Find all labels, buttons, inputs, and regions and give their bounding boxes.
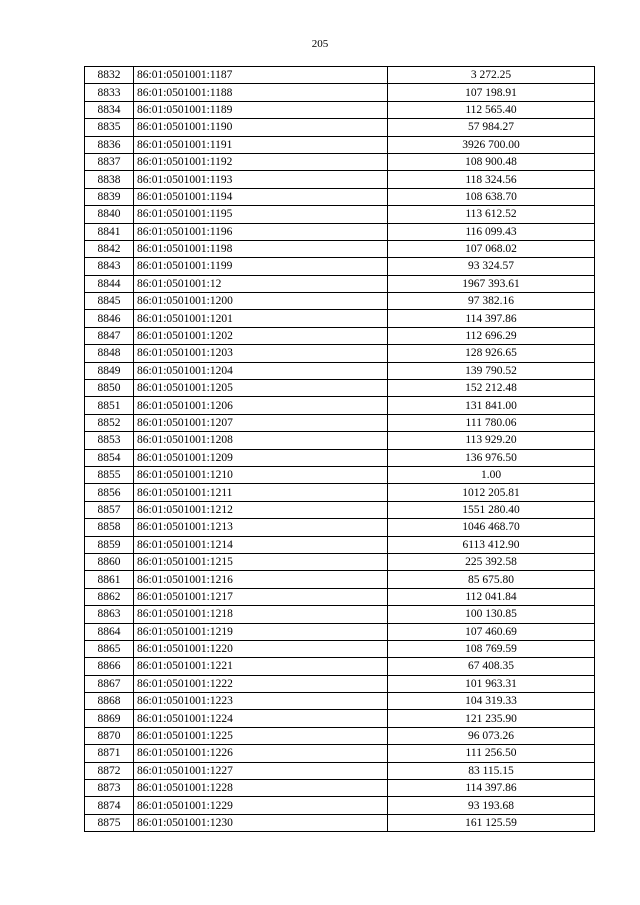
row-number-cell: 8840: [85, 206, 134, 223]
table-row: [85, 119, 595, 136]
cadastral-value-cell: 93 193.68: [388, 797, 595, 814]
cadastral-value-cell: 161 125.59: [388, 814, 595, 831]
cadastral-number-cell: 86:01:0501001:1230: [134, 814, 388, 831]
page-number: 205: [311, 38, 329, 50]
cadastral-number-cell: 86:01:0501001:1209: [134, 449, 388, 466]
row-number-cell: 8862: [85, 588, 134, 605]
row-number-cell: 8841: [85, 223, 134, 240]
table-row: [85, 466, 595, 483]
row-number-cell: 8832: [85, 67, 134, 84]
table-row: [85, 745, 595, 762]
cadastral-value-cell: 1012 205.81: [388, 484, 595, 501]
cadastral-number-cell: 86:01:0501001:1188: [134, 84, 388, 101]
cadastral-number-cell: 86:01:0501001:1196: [134, 223, 388, 240]
cadastral-value-cell: 85 675.80: [388, 571, 595, 588]
table-row: [85, 101, 595, 118]
cadastral-number-cell: 86:01:0501001:1192: [134, 153, 388, 170]
cadastral-value-cell: 114 397.86: [388, 780, 595, 797]
cadastral-value-cell: 3 272.25: [388, 67, 595, 84]
cadastral-value-cell: 1967 393.61: [388, 275, 595, 292]
table-row: [85, 240, 595, 257]
row-number-cell: 8839: [85, 188, 134, 205]
row-number-cell: 8857: [85, 501, 134, 518]
cadastral-number-cell: 86:01:0501001:1212: [134, 501, 388, 518]
cadastral-value-cell: 57 984.27: [388, 119, 595, 136]
table-row: [85, 797, 595, 814]
cadastral-value-cell: 112 565.40: [388, 101, 595, 118]
table-row: [85, 275, 595, 292]
table-row: [85, 606, 595, 623]
cadastral-number-cell: 86:01:0501001:1193: [134, 171, 388, 188]
row-number-cell: 8868: [85, 693, 134, 710]
row-number-cell: 8838: [85, 171, 134, 188]
table-row: [85, 293, 595, 310]
cadastral-number-cell: 86:01:0501001:1191: [134, 136, 388, 153]
row-number-cell: 8852: [85, 414, 134, 431]
table-row: [85, 188, 595, 205]
cadastral-value-cell: 112 696.29: [388, 327, 595, 344]
row-number-cell: 8861: [85, 571, 134, 588]
cadastral-number-cell: 86:01:0501001:1219: [134, 623, 388, 640]
cadastral-value-cell: 108 769.59: [388, 640, 595, 657]
table-row: [85, 571, 595, 588]
row-number-cell: 8843: [85, 258, 134, 275]
cadastral-value-cell: 101 963.31: [388, 675, 595, 692]
table-row: [85, 206, 595, 223]
row-number-cell: 8833: [85, 84, 134, 101]
cadastral-number-cell: 86:01:0501001:1216: [134, 571, 388, 588]
cadastral-number-cell: 86:01:0501001:1224: [134, 710, 388, 727]
cadastral-number-cell: 86:01:0501001:1190: [134, 119, 388, 136]
table-row: [85, 588, 595, 605]
cadastral-number-cell: 86:01:0501001:1194: [134, 188, 388, 205]
cadastral-number-cell: 86:01:0501001:1218: [134, 606, 388, 623]
row-number-cell: 8848: [85, 345, 134, 362]
table-row: [85, 727, 595, 744]
cadastral-value-cell: 152 212.48: [388, 380, 595, 397]
cadastral-value-cell: 116 099.43: [388, 223, 595, 240]
table-row: [85, 658, 595, 675]
row-number-cell: 8836: [85, 136, 134, 153]
cadastral-number-cell: 86:01:0501001:1210: [134, 466, 388, 483]
cadastral-value-cell: 96 073.26: [388, 727, 595, 744]
cadastral-number-cell: 86:01:0501001:1208: [134, 432, 388, 449]
row-number-cell: 8847: [85, 327, 134, 344]
row-number-cell: 8859: [85, 536, 134, 553]
table-row: [85, 536, 595, 553]
cadastral-value-cell: 113 929.20: [388, 432, 595, 449]
cadastral-number-cell: 86:01:0501001:1206: [134, 397, 388, 414]
cadastral-value-cell: 121 235.90: [388, 710, 595, 727]
table-row: [85, 814, 595, 831]
row-number-cell: 8864: [85, 623, 134, 640]
row-number-cell: 8834: [85, 101, 134, 118]
row-number-cell: 8873: [85, 780, 134, 797]
row-number-cell: 8853: [85, 432, 134, 449]
cadastral-value-cell: 1551 280.40: [388, 501, 595, 518]
cadastral-value-cell: 136 976.50: [388, 449, 595, 466]
cadastral-number-cell: 86:01:0501001:1195: [134, 206, 388, 223]
row-number-cell: 8850: [85, 380, 134, 397]
row-number-cell: 8875: [85, 814, 134, 831]
cadastral-number-cell: 86:01:0501001:1214: [134, 536, 388, 553]
cadastral-value-cell: 6113 412.90: [388, 536, 595, 553]
cadastral-number-cell: 86:01:0501001:1228: [134, 780, 388, 797]
cadastral-value-cell: 97 382.16: [388, 293, 595, 310]
row-number-cell: 8867: [85, 675, 134, 692]
cadastral-number-cell: 86:01:0501001:1229: [134, 797, 388, 814]
row-number-cell: 8856: [85, 484, 134, 501]
cadastral-number-cell: 86:01:0501001:1200: [134, 293, 388, 310]
cadastral-value-table: [84, 66, 595, 832]
cadastral-value-cell: 107 460.69: [388, 623, 595, 640]
table-row: [85, 397, 595, 414]
cadastral-number-cell: 86:01:0501001:1227: [134, 762, 388, 779]
table-row: [85, 345, 595, 362]
row-number-cell: 8855: [85, 466, 134, 483]
cadastral-value-cell: 83 115.15: [388, 762, 595, 779]
cadastral-value-cell: 139 790.52: [388, 362, 595, 379]
cadastral-value-cell: 108 638.70: [388, 188, 595, 205]
cadastral-number-cell: 86:01:0501001:1204: [134, 362, 388, 379]
table-row: [85, 380, 595, 397]
table-row: [85, 223, 595, 240]
cadastral-value-cell: 225 392.58: [388, 553, 595, 570]
row-number-cell: 8872: [85, 762, 134, 779]
cadastral-value-cell: 111 780.06: [388, 414, 595, 431]
table-row: [85, 67, 595, 84]
row-number-cell: 8854: [85, 449, 134, 466]
table-row: [85, 153, 595, 170]
cadastral-value-cell: 131 841.00: [388, 397, 595, 414]
table-row: [85, 484, 595, 501]
cadastral-number-cell: 86:01:0501001:1213: [134, 519, 388, 536]
cadastral-number-cell: 86:01:0501001:1199: [134, 258, 388, 275]
cadastral-value-cell: 1046 468.70: [388, 519, 595, 536]
cadastral-number-cell: 86:01:0501001:1221: [134, 658, 388, 675]
cadastral-value-cell: 111 256.50: [388, 745, 595, 762]
cadastral-value-cell: 118 324.56: [388, 171, 595, 188]
cadastral-number-cell: 86:01:0501001:1201: [134, 310, 388, 327]
table-row: [85, 623, 595, 640]
row-number-cell: 8874: [85, 797, 134, 814]
table-row: [85, 693, 595, 710]
row-number-cell: 8863: [85, 606, 134, 623]
table-body: [85, 67, 595, 832]
cadastral-number-cell: 86:01:0501001:1222: [134, 675, 388, 692]
row-number-cell: 8846: [85, 310, 134, 327]
cadastral-value-cell: 114 397.86: [388, 310, 595, 327]
table-row: [85, 310, 595, 327]
table-row: [85, 675, 595, 692]
cadastral-number-cell: 86:01:0501001:1203: [134, 345, 388, 362]
row-number-cell: 8866: [85, 658, 134, 675]
row-number-cell: 8870: [85, 727, 134, 744]
row-number-cell: 8844: [85, 275, 134, 292]
row-number-cell: 8860: [85, 553, 134, 570]
row-number-cell: 8865: [85, 640, 134, 657]
table-row: [85, 362, 595, 379]
cadastral-value-cell: 104 319.33: [388, 693, 595, 710]
row-number-cell: 8845: [85, 293, 134, 310]
cadastral-number-cell: 86:01:0501001:1189: [134, 101, 388, 118]
row-number-cell: 8849: [85, 362, 134, 379]
cadastral-number-cell: 86:01:0501001:1226: [134, 745, 388, 762]
cadastral-value-cell: 1.00: [388, 466, 595, 483]
cadastral-number-cell: 86:01:0501001:1220: [134, 640, 388, 657]
cadastral-value-cell: 100 130.85: [388, 606, 595, 623]
table-row: [85, 519, 595, 536]
row-number-cell: 8842: [85, 240, 134, 257]
cadastral-number-cell: 86:01:0501001:1205: [134, 380, 388, 397]
cadastral-number-cell: 86:01:0501001:1225: [134, 727, 388, 744]
cadastral-value-cell: 113 612.52: [388, 206, 595, 223]
cadastral-number-cell: 86:01:0501001:1215: [134, 553, 388, 570]
table-row: [85, 327, 595, 344]
table-row: [85, 710, 595, 727]
row-number-cell: 8869: [85, 710, 134, 727]
table-row: [85, 414, 595, 431]
cadastral-value-cell: 3926 700.00: [388, 136, 595, 153]
table-row: [85, 84, 595, 101]
row-number-cell: 8837: [85, 153, 134, 170]
cadastral-number-cell: 86:01:0501001:1223: [134, 693, 388, 710]
table-row: [85, 449, 595, 466]
row-number-cell: 8858: [85, 519, 134, 536]
cadastral-value-cell: 107 068.02: [388, 240, 595, 257]
cadastral-value-cell: 93 324.57: [388, 258, 595, 275]
cadastral-value-cell: 128 926.65: [388, 345, 595, 362]
cadastral-number-cell: 86:01:0501001:1211: [134, 484, 388, 501]
cadastral-number-cell: 86:01:0501001:1217: [134, 588, 388, 605]
row-number-cell: 8835: [85, 119, 134, 136]
table-row: [85, 780, 595, 797]
table-row: [85, 171, 595, 188]
table-row: [85, 762, 595, 779]
table-row: [85, 501, 595, 518]
cadastral-number-cell: 86:01:0501001:1198: [134, 240, 388, 257]
table-row: [85, 432, 595, 449]
table-row: [85, 640, 595, 657]
cadastral-number-cell: 86:01:0501001:1202: [134, 327, 388, 344]
cadastral-value-cell: 107 198.91: [388, 84, 595, 101]
cadastral-number-cell: 86:01:0501001:1187: [134, 67, 388, 84]
row-number-cell: 8851: [85, 397, 134, 414]
table-row: [85, 553, 595, 570]
table-row: [85, 136, 595, 153]
cadastral-value-cell: 108 900.48: [388, 153, 595, 170]
cadastral-number-cell: 86:01:0501001:1207: [134, 414, 388, 431]
cadastral-number-cell: 86:01:0501001:12: [134, 275, 388, 292]
table-row: [85, 258, 595, 275]
cadastral-value-cell: 112 041.84: [388, 588, 595, 605]
row-number-cell: 8871: [85, 745, 134, 762]
cadastral-value-cell: 67 408.35: [388, 658, 595, 675]
